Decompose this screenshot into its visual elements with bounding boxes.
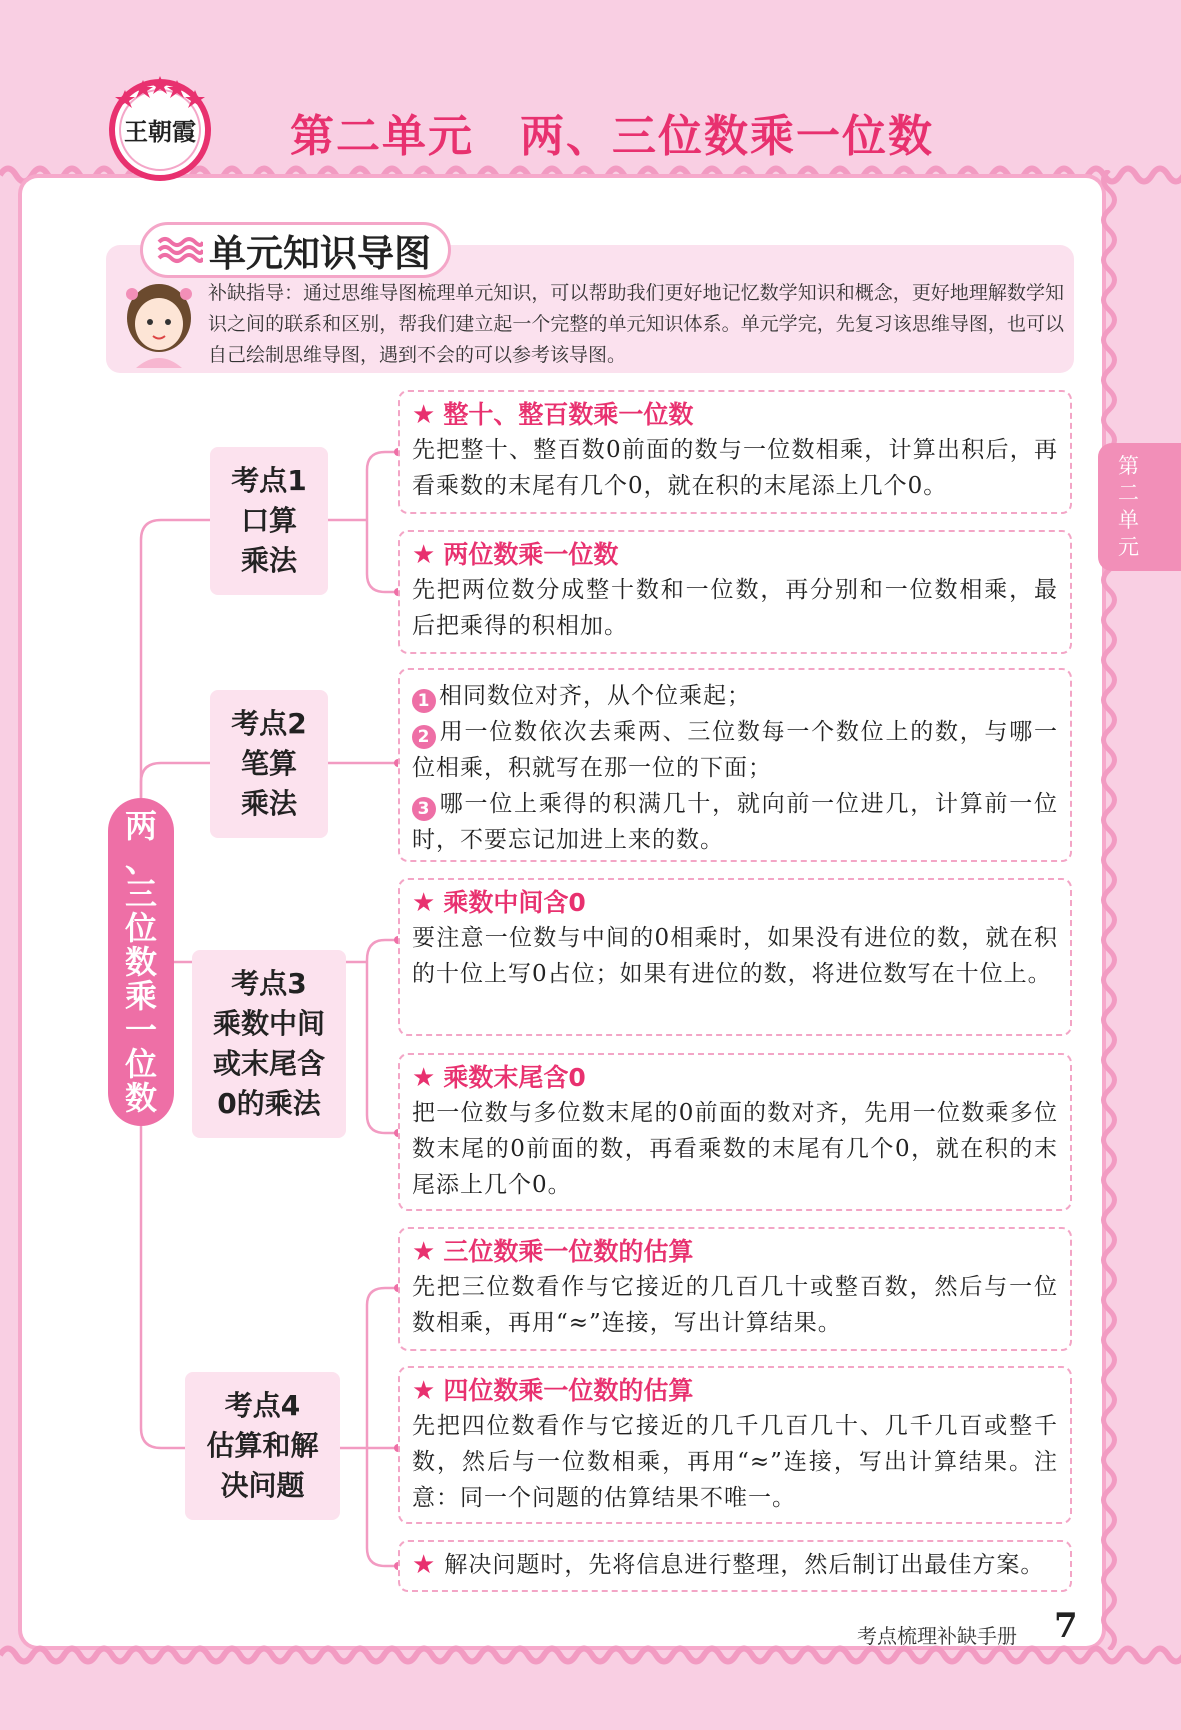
root-char: 一 [124,1011,157,1049]
card-problem-solving [398,1540,1072,1592]
card-body: 把一位数与多位数末尾的0前面的数对齐，先用一位数乘多位数末尾的0前面的数，再看乘数的末尾有几个0，就在积的末尾添上几个0。 [412,1100,1058,1198]
card-title: 乘数末尾含0 [443,1063,586,1092]
page-number: 7 [1054,1606,1078,1646]
step-text: 用一位数依次去乘两、三位数每一个数位上的数，与哪一位相乘，积就写在那一位的下面； [412,719,1058,781]
key-point-4 [185,1372,340,1520]
root-char: 数 [124,943,157,981]
star-icon: ★ [412,888,436,918]
star-icon: ★ [412,400,436,430]
star-icon: ★ [412,1237,436,1267]
kp-line: 考点2 [231,707,307,740]
root-char: 位 [124,909,157,947]
kp-line: 笔算 [240,747,297,780]
side-tab-char: 单 [1118,508,1139,532]
kp-line: 决问题 [220,1469,305,1502]
card-three-digit-estimate [398,1227,1072,1351]
step-number-icon: 2 [412,725,436,749]
step-3 [412,786,1058,858]
card-title: 四位数乘一位数的估算 [443,1376,694,1405]
card-body: 解决问题时，先将信息进行整理，然后制订出最佳方案。 [444,1552,1045,1578]
star-icon: ★ [412,540,436,570]
kp-line: 考点1 [231,464,307,497]
card-body: 先把整十、整百数0前面的数与一位数相乘，计算出积后，再看乘数的末尾有几个0，就在积的末尾添上几个0。 [412,437,1058,499]
card-whole-tens-hundreds [398,390,1072,514]
card-body: 先把两位数分成整十数和一位数，再分别和一位数相乘，最后把乘得的积相加。 [412,577,1058,639]
card-two-digit [398,530,1072,654]
card-title: 三位数乘一位数的估算 [443,1237,694,1266]
star-icon: ★ [412,1063,436,1093]
root-char: 乘 [124,977,157,1015]
step-number-icon: 1 [412,689,436,713]
root-char: 三 [124,875,157,913]
kp-line: 口算 [240,504,297,537]
star-icon: ★ [412,1550,437,1580]
footer-book-title: 考点梳理补缺手册 [857,1624,1017,1648]
kp-line: 考点3 [231,967,307,1000]
kp-line: 乘数中间 [212,1007,325,1040]
card-body: 先把三位数看作与它接近的几百几十或整百数，然后与一位数相乘，再用“≈”连接，写出计算结果。 [412,1274,1058,1336]
step-2 [412,714,1058,786]
mindmap-root [108,798,174,1126]
root-char: 数 [124,1079,157,1117]
section-title: 单元知识导图 [209,232,431,275]
side-tab-char: 元 [1118,535,1139,559]
root-char: 两 [124,807,157,845]
card-four-digit-estimate [398,1366,1072,1524]
card-title: 乘数中间含0 [443,888,586,917]
kp-line: 乘法 [240,544,297,577]
kp-line: 或末尾含 [212,1047,325,1080]
key-point-1 [210,447,328,595]
card-end-zero [398,1053,1072,1211]
card-middle-zero [398,878,1072,1036]
card-title: 整十、整百数乘一位数 [443,400,694,429]
kp-line: 考点4 [224,1389,301,1422]
star-icon: ★ [412,1376,436,1406]
guide-text: 补缺指导：通过思维导图梳理单元知识，可以帮助我们更好地记忆数学知识和概念，更好地理解数学知识之间的联系和区别，帮我们建立起一个完整的单元知识体系。单元学完，先复习该思维导图，也可以自己绘制思维导图，遇到不会的可以参考该导图。 [208,282,1064,366]
step-1 [412,678,1058,714]
card-body: 先把四位数看作与它接近的几千几百几十、几千几百或整千数，然后与一位数相乘，再用“≈”连接，写出计算结果。注意：同一个问题的估算结果不唯一。 [412,1413,1058,1511]
page-title: 第二单元 两、三位数乘一位数 [290,111,934,162]
side-tab-char: 二 [1118,481,1139,505]
step-number-icon: 3 [412,797,436,821]
root-char: 位 [124,1045,157,1083]
side-tab-char: 第 [1118,454,1139,478]
card-title: 两位数乘一位数 [443,540,619,569]
card-written-steps [398,668,1072,862]
logo-text: 王朝霞 [124,117,196,146]
card-body: 要注意一位数与中间的0相乘时，如果没有进位的数，就在积的十位上写0占位；如果有进位的数，将进位数写在十位上。 [412,925,1058,987]
kp-line: 乘法 [240,787,297,820]
key-point-3 [192,950,346,1138]
key-point-2 [210,690,328,838]
kp-line: 0的乘法 [217,1087,321,1120]
step-text: 哪一位上乘得的积满几十，就向前一位进几，计算前一位时，不要忘记加进上来的数。 [412,791,1058,853]
root-char: 、 [124,841,157,879]
step-text: 相同数位对齐，从个位乘起； [439,683,751,709]
kp-line: 估算和解 [206,1429,319,1462]
